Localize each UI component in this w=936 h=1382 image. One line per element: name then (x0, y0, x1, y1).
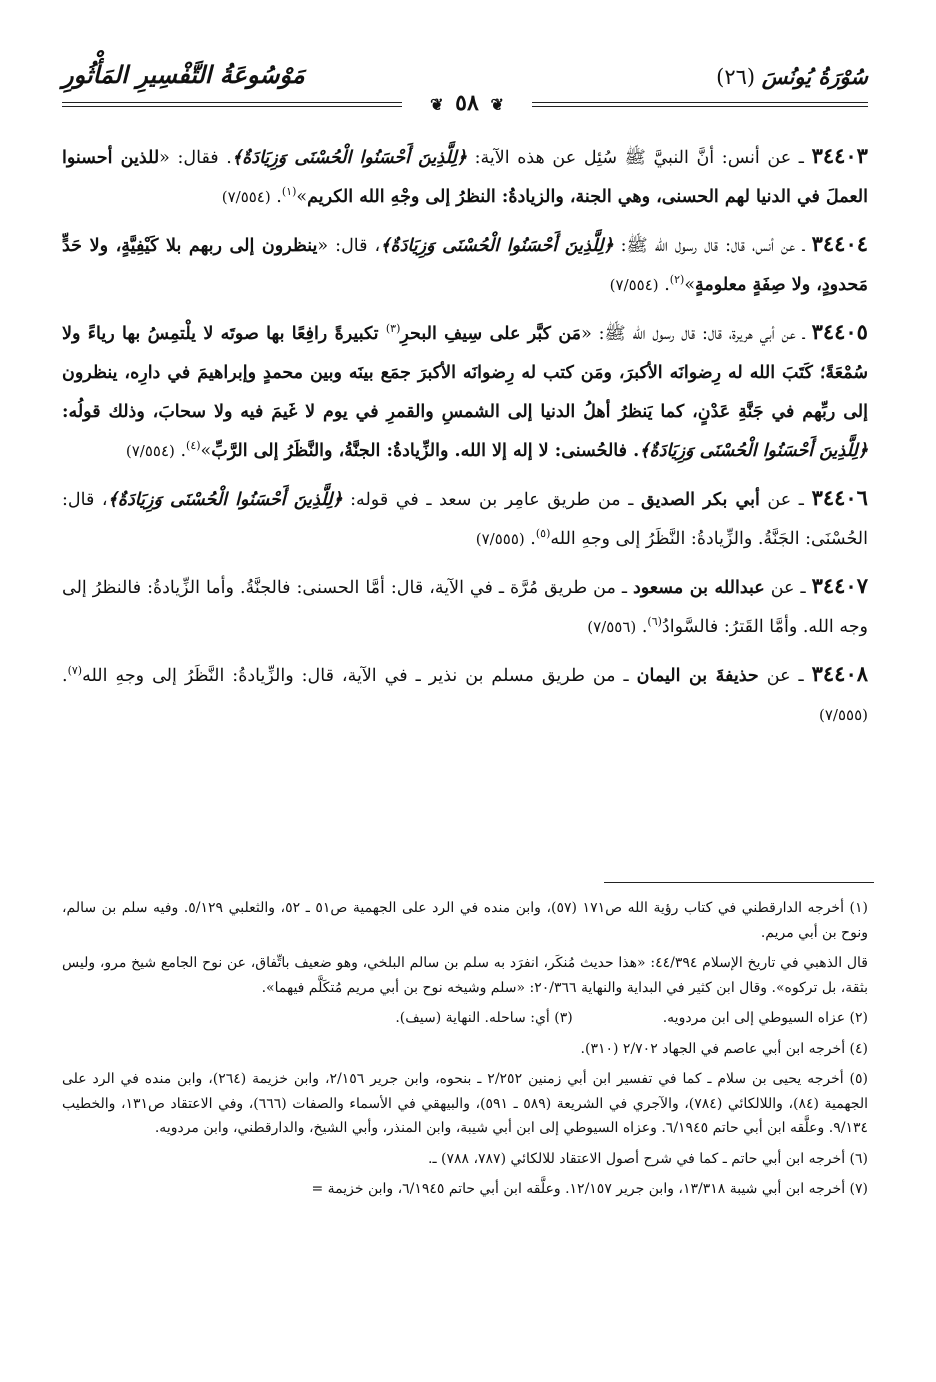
footnote-6: (٦) أخرجه ابن أبي حاتم ـ كما في شرح أصول الاعتقاد للالكائي (٧٨٧، ٧٨٨) ـ. (428, 1150, 868, 1167)
entry-number: ٣٤٤٠٦ (811, 485, 868, 510)
quran-verse: ﴿لِلَّذِينَ أَحْسَنُوا الْحُسْنَى وَزِيَادَةٌ﴾ (107, 490, 343, 510)
footnote-marker: (٥) (535, 527, 551, 541)
volume-reference: (٧/٥٥٥) (475, 530, 525, 548)
narrator-name: أبي بكر الصديق (640, 490, 760, 510)
volume-reference: (٧/٥٥٥) (819, 706, 868, 724)
quran-verse: ﴿لِلَّذِينَ أَحْسَنُوا الْحُسْنَى وَزِيَادَةٌ﴾ (639, 441, 868, 461)
entry-text: ، قال: الحُسْنَى: الجَنَّةُ. والزِّيادةُ: النَّظَرُ إلى وجهِ الله (62, 490, 868, 549)
footnotes (62, 896, 868, 1208)
footnote-marker: (٣) (385, 322, 401, 336)
narrator-name: حذيفةَ بن اليمان (636, 666, 759, 686)
entry-text: ـ عن أنس: أنَّ النبيَّ ﷺ سُئِل عن هذه الآية: (466, 148, 812, 168)
entry-text: ـ من طريق مسلم بن نذير ـ في الآية، قال: والزِّيادةُ: النَّظَرُ إلى وجهِ الله (82, 666, 637, 686)
hadith-text: للذين أحسنوا العملَ في الدنيا لهم الحسنى، وهي الجنة، والزيادةُ: النظرُ إلى وجْهِ الله الكريم (62, 148, 868, 207)
entry-text: » (684, 275, 696, 295)
entry-text: ـ عن أنس، قال: قال رسول الله ﷺ: (613, 236, 812, 256)
volume-reference: (٧/٥٥٤) (125, 442, 175, 460)
footnote-marker: (٦) (647, 615, 662, 629)
running-head-surah (716, 64, 868, 89)
footnote-separator (604, 882, 874, 883)
entry-text: ـ عن (759, 490, 812, 510)
hadith-text: تكبيرةً رافِعًا بها صوتَه لا يلْتمِسُ بها رياءً ولا سُمْعَةً؛ كَتَبَ الله له رِضوانَه الأكبرَ، ومَن كتب له رِضوانَه الأكبرَ جمَع بينَه وبين محمدٍ وإبراهيمَ في دارِه، ينظرون إلى ربِّهم في جَنَّةِ عَدْنٍ، كما يَنظرُ أهلُ الدنيا إلى الشمسِ والقمرِ في يوم لا غَيمَ فيه ولا سحابَ، وذلك قولُه: (62, 324, 868, 422)
hadith-text: ينظرون إلى ربهم بلا كَيْفِيَّةٍ، ولا حَدٍّ مَحدودٍ، ولا صِفَةٍ معلومةٍ (62, 236, 868, 295)
page-number-block (402, 88, 532, 120)
entry-text: . (270, 187, 282, 207)
entry-text: ـ من طريق مُرَّة ـ في الآية، قال: أمَّا الحسنى: فالجنَّةُ. وأما الزِّيادةُ: فالنظرُ إلى وجه الله. وأمَّا القَترُ: فالسَّوادُ (62, 578, 868, 637)
entry-text: . (524, 529, 536, 549)
entry-text: . (636, 617, 648, 637)
hadith-entry (62, 654, 868, 735)
hadith-entry (62, 224, 868, 305)
page-number: ٥٨ (455, 90, 479, 116)
volume-reference: (٧/٥٥٦) (587, 618, 637, 636)
footnote-7: (٧) أخرجه ابن أبي شيبة ١٣/٣١٨، وابن جرير ١٢/١٥٧. وعلَّقه ابن أبي حاتم ٦/١٩٤٥، وابن خزيمة = (311, 1181, 868, 1197)
entry-text: ـ عن (764, 578, 812, 598)
narrator-name: عبدالله بن مسعود (632, 578, 765, 598)
footnote-row (62, 1006, 868, 1031)
footnote-1: (١) أخرجه الدارقطني في كتاب رؤية الله ص١٧١ (٥٧)، وابن منده في الرد على الجهمية ص٥١ ـ ٥٢، والثعلبي ٥/١٢٩. وفيه سلم بن سالم، ونوح بن أبي مريم. (62, 900, 868, 941)
quran-verse: ﴿لِلَّذِينَ أَحْسَنُوا الْحُسْنَى وَزِيَادَةٌ﴾ (231, 148, 467, 168)
footnote-4: (٤) أخرجه ابن أبي عاصم في الجهاد ٢/٧٠٢ (٣١٠). (580, 1040, 868, 1057)
footnote-marker: (١) (281, 185, 297, 199)
entry-number: ٣٤٤٠٨ (811, 661, 869, 686)
entry-text: ـ عن أبي هريرة، قال: قال رسول الله ﷺ: « (581, 324, 812, 344)
entry-number: ٣٤٤٠٤ (811, 231, 869, 256)
hadith-entry (62, 312, 868, 471)
entry-text: . فقال: « (159, 148, 232, 168)
page-header (62, 56, 868, 116)
footnote-2: (٢) عزاه السيوطي إلى ابن مردويه. (662, 1010, 868, 1026)
hadith-entry (62, 478, 868, 559)
surah-number: (٢٦) (716, 65, 756, 89)
footnote-1-continued: قال الذهبي في تاريخ الإسلام ٤٤/٣٩٤: «هذا حديث مُنكَر، انفرَد به سلم بن سالم البلخي، وهو ضعيف باتِّفاق، عن نوح الجامع شيخ مرو، وليس بثقة، بل تركوه». وقال ابن كثير في البداية والنهاية ٢٠/٣٦٦: «سلم وشيخه نوح بن أبي مريم مُتكَلَّم فيهما». (62, 955, 868, 996)
footnote-marker: (٧) (67, 664, 83, 678)
footnote-marker: (٤) (186, 439, 201, 453)
entry-text: . (658, 275, 670, 295)
footnote-marker: (٢) (669, 273, 685, 287)
entry-text: » (296, 187, 308, 207)
entry-text: . (174, 441, 187, 461)
surah-title: سُوْرَةُ يُونُسَ (761, 64, 868, 89)
entry-text: ، قال: « (317, 236, 381, 256)
footnote-5: (٥) أخرجه يحيى بن سلام ـ كما في تفسير ابن أبي زمنين ٢/٢٥٢ ـ بنحوه، وابن جرير ٢/١٥٦، وابن خزيمة (٢٦٤)، وابن منده في الرد على الجهمية (٨٤)، واللالكائي (٧٨٤)، والآجري في الشريعة (٥٨٩ ـ ٥٩١)، والبيهقي في الأسماء والصفات (٦٦٦)، وفي الاعتقاد ص١٣١، والخطيب ٩/١٣٤. وعلَّقه ابن أبي حاتم ٦/١٩٤٥. وعزاه السيوطي إلى ابن أبي شيبة، وابن المنذر، وأبي الشيخ، والدارقطني، وابن مردويه. (62, 1071, 868, 1136)
volume-reference: (٧/٥٥٤) (609, 276, 659, 294)
volume-reference: (٧/٥٥٤) (221, 188, 271, 206)
quran-verse: ﴿لِلَّذِينَ أَحْسَنُوا الْحُسْنَى وَزِيَادَةٌ﴾ (380, 236, 614, 256)
entry-text: ـ عن (758, 666, 812, 686)
footnote-3: (٣) أي: ساحله. النهاية (سيف). (395, 1010, 573, 1026)
hadith-entry (62, 566, 868, 647)
book-title: مَوْسُوعَةُ التَّفْسِيرِ المَأْثُورِ (62, 60, 305, 89)
hadith-text: . فالحُسنى: لا إله إلا الله. والزِّيادةُ: الجنَّةُ، والنَّظَرُ إلى الرَّبِّ (211, 441, 640, 461)
entry-number: ٣٤٤٠٣ (811, 143, 868, 168)
entry-text: . (62, 666, 68, 686)
entry-number: ٣٤٤٠٥ (811, 319, 868, 344)
ornament-icon: ❦ (430, 95, 444, 114)
entry-number: ٣٤٤٠٧ (811, 573, 868, 598)
entry-text: » (200, 441, 212, 461)
main-text (62, 136, 868, 742)
ornament-icon: ❦ (490, 95, 504, 114)
hadith-entry (62, 136, 868, 217)
entry-text: ـ من طريق عامِر بن سعد ـ في قوله: (342, 490, 641, 510)
hadith-text: مَن كبَّر على سِيفِ البحرِ (400, 324, 582, 344)
